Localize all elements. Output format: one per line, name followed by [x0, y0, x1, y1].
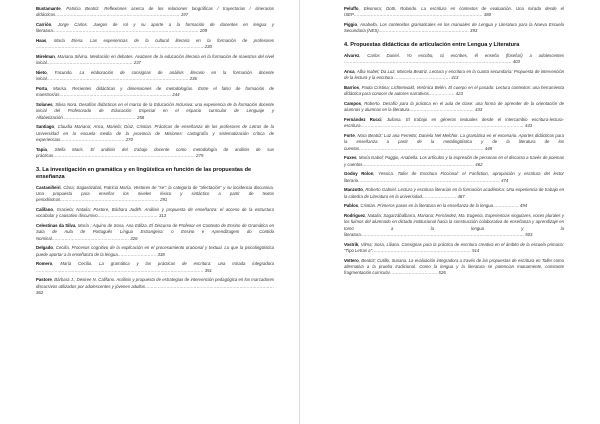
entry-author: Piggio [344, 22, 358, 27]
entry-author: Mirelman [36, 54, 55, 59]
entry-title: , Bárbara J.; Desiree N. Califano. Análisis y propuesta de estrategias de intervención pedagógica en los marcadores discursivos utilizados por adolescentes y jóvenes adultos……………………………………………………………………………… 362 [36, 277, 274, 296]
entry-author: Delgado [36, 245, 53, 251]
entry-title: , Facundo. La elaboración de consignas de análisis literario en la formación docente inicial……………………………………………………………………………………… 236 [36, 70, 274, 82]
entry-author: Fuxes [344, 155, 357, 161]
entry-author: Pastore [36, 277, 52, 283]
entry-author: Alvarez [344, 52, 360, 58]
toc-entry [36, 207, 274, 220]
entry-author: Solanes [36, 102, 53, 107]
entry-title: , Silvia Nora. Desafíos didácticos en el marco de la Educación Inclusiva: una experiencia de la formación docente inicial del Profesorado de Educación Especial en el espacio curricular de Lenguaje y Alfabetización…………………………………………… 258 [36, 102, 274, 120]
toc-entry [36, 223, 274, 242]
toc-entry [36, 6, 274, 19]
entry-title: , Beatriz; Cutillo, Susana. La evaluación integradora a través de las propuestas de escritura en Taller como alternativa a la prueba tradicional. Como la lengua y la literatura se potencian mutuamente, constante fragmentación curricular…………………………… 526 [344, 257, 564, 276]
toc-entry [36, 147, 274, 160]
entry-title: , Paola Cristina; Lichtenwald, Verónica Belén. El cuerpo en el pasado: Lectura contextos: una herramienta didáctica para conocer de autores narrativos……………… 423 [344, 84, 564, 97]
entry-author: Vostrik [344, 241, 359, 247]
entry-title: , Mariana Silvina. Mediación en debates. Avatares de la educación literaria en la formación de maestros del nivel inicial…………………………………………………… 237 [36, 54, 274, 66]
right-column [344, 6, 564, 280]
entry-author: Nieto [36, 70, 47, 75]
entry-author: Godoy Rolon [344, 171, 374, 177]
entry-author: Porta [36, 86, 47, 91]
entry-author: Pablos [344, 203, 359, 209]
entry-title: , Roberto. Desafío para la práctica en el aula de clase: una forma de aprender de la orientación de alumnos y alumnas en la literatura……………………………………… 433 [344, 100, 564, 113]
entry-title: , María Elena. Las experiencias de la cultural literaria en la formación de profesores ……………………………………………………………………………………………………… 230 [36, 38, 274, 50]
entry-title: , Patricia Beatriz. Reflexiones acerca de los relaciones biográficas / trayectorias / itinerarios didácticos…………………………………………………………………………… 197 [36, 6, 274, 18]
entry-author: Romero [36, 261, 53, 267]
right-entries-top [344, 6, 564, 35]
entry-title: , Carlos Daniel. Yo escribo, tú escribes, él enseña (fosefuri) a adolescentes ……………………………………………………………………………………………………… 403 [344, 52, 564, 65]
entry-title: , Graciela; Natalia; Pastore, Bárbara Judith. Análisis y propuesta de enseñanza: el acceso de la estructura vocabular y causativo discursivo…………………………………… 313 [36, 207, 274, 219]
entry-title: , Roberto Gabriel. Lectura y escritura literarias en la formación académica: Una experiencia de trabajo en la cátedra de Literatura en la universidad…………………… 487 [344, 187, 564, 199]
toc-entry [344, 69, 564, 82]
toc-entry [344, 258, 564, 277]
left-entries-bottom [36, 185, 274, 297]
toc-entry [344, 53, 564, 66]
entry-title: , Claudia Mariana; Anca, Mariela; Díaz, Cristian. Prácticas de enseñanza de los profesores de Letras de la Universidad en la escuela media de la provincia de Misiones: cartografía y sistematización crítica de experiencias……………………………………… 270 [36, 124, 274, 143]
toc-entry [36, 124, 274, 143]
toc-entry [344, 101, 564, 114]
toc-entry [344, 22, 564, 35]
entry-title: , María Isabel; Paggio, Anabella. Los artículos y la expresión de personas en el discurso a través de poemas y cuentos…………………………………………………………………… 462 [344, 155, 564, 167]
entry-author: Castaniñeiri [36, 184, 61, 190]
toc-entry [344, 155, 564, 168]
entry-title: , Cristian. Primeros pasos en la literatura en la enseñanza de la lengua……………… 494 [358, 203, 528, 209]
entry-title: , Juliana. El trabajo en géneros textuales desde el intercambio escritura-lectura-escritura…………………………………………………………………………………………………… 443 [344, 116, 564, 129]
entry-author: Forte [344, 132, 355, 138]
toc-entry [36, 38, 274, 51]
entry-author: Tapia [36, 146, 47, 152]
entry-author: Celestinas da Silva [36, 223, 76, 229]
toc-entry [344, 213, 564, 239]
right-page [300, 0, 600, 424]
toc-entry [344, 117, 564, 130]
entry-title: , María Cecilia. La gramática y las prácticas de escritura: una mirada integradora ……………………………………………………………………………………………………… 351 [36, 261, 274, 273]
entry-author: Bustamante [36, 6, 61, 11]
entry-author: Peluffo [344, 6, 359, 11]
left-entries-top [36, 6, 274, 160]
entry-title: , Stella Maris. El análisis del trabajo docente como metodología de análisis de sus prácticas……………………………………………………………………………………… 279 [36, 146, 274, 159]
entry-title: , Alba Isabel; Da Luz, Marcela Beatriz. Lectura y escritura en la cuarta secundaria: Propuesta de intervención de la lectura y la escritura ………………………………… 413 [344, 68, 564, 81]
entry-title: , Yessica. Taller de Escritura Ficcional: el Fanfiction, apropiación y escritura del lector literario……………………………………………………………………………………… 474 [344, 171, 564, 183]
entry-author: Fernández Rucci [344, 116, 382, 122]
toc-entry [36, 185, 274, 204]
toc-entry [344, 133, 564, 152]
entry-author: Carrión [36, 22, 52, 27]
entry-author: Califano [36, 207, 53, 213]
entry-author: Santiago [36, 124, 55, 130]
entry-title: , Vilma; Sosa, Liliana. Consignas para la práctica de escritura creativa en el ámbito de la escuela primaria: "Tipo Letras a"…………………………………………………………… 514 [344, 241, 564, 254]
entry-author: Anca [344, 68, 355, 74]
entry-title: , Natalia; Sagarzábalbarra, Mariana; Fernández, Ma. Eugenia. Experiencias singulares, voces plurales y los fuimos del alumnado en dictado institucional hacia la construcción colaborativa de enseñanza y aprendizaje en torno a la lengua y la literatura…………………………………………………………………………………………………… 503 [344, 212, 564, 238]
entry-title: , Jorge Carlos. Juegos de rol y su aporte a la formación de docentes en lengua y literatura………………………………………………………………………………………… 209 [36, 22, 274, 34]
toc-entry [36, 86, 274, 99]
entry-title: , Eleonora; Dotti, Rolando. La escritura en contextos de evaluación. Una mirada desde el ISEP……………………………………………………………………………… 380 [344, 6, 564, 18]
entry-author: Haas [36, 38, 47, 43]
entry-title: , Clara; Sagastizabal, Patricia María. Vestores de "se": la categoría de "afectación" y su incidencia discursiva. Una propuesta para enseñar los niveles léxico y sintáctico a partir de textos periodísticos…………………………………………………………… 291 [36, 184, 274, 203]
right-entries-bottom [344, 53, 564, 277]
toc-entry [344, 187, 564, 200]
entry-title: , Anabella. Los contenidos gramaticales en los manuales de Lengua y Literatura para la Nueva Escuela Secundaria (NES)……………………………………………………… 393 [344, 22, 564, 34]
toc-entry [36, 54, 274, 67]
toc-entry [344, 85, 564, 98]
toc-entry [344, 203, 564, 209]
toc-entry [36, 22, 274, 35]
toc-entry [36, 245, 274, 258]
toc-entry [344, 171, 564, 184]
entry-title: , Marisa. Recientes didácticas y dimensiones de metodologías. Entre el falso de formación de maestros/as…………………………………………………………………… 244 [36, 86, 274, 98]
toc-entry [344, 6, 564, 19]
toc-entry [344, 242, 564, 255]
entry-author: Barrios [344, 84, 360, 90]
toc-entry [36, 102, 274, 121]
left-column [36, 6, 274, 300]
section-title: 3. La investigación en gramática y en lingüística en función de las propuestas de enseñanza [36, 166, 252, 180]
entry-title: , Cecilia. Procesos cognitivo de la explicación en el procesamiento oracional y textual. Lo que la psicolingüística puede aportar a la enseñanza de la lengua……………………… 338 [36, 245, 274, 257]
entry-author: Vottero [344, 257, 359, 263]
toc-entry [36, 70, 274, 83]
entry-author: Manzotto [344, 187, 363, 193]
entry-title: , María ; Aquino de Sosa, Ana Edilza. El Discurso de Profesor en Contexto de Ensino de Gramática en Sala de Aula de Português Língua Estrangeira: o Ensino e Aprendizagem do Contido Nominal……………………………………………… 326 [36, 223, 274, 241]
entry-author: Rodriguez [344, 212, 366, 218]
toc-entry [36, 261, 274, 274]
section-title: 4. Propuestas didácticas de articulación entre Lengua y Literatura [344, 41, 520, 48]
toc-entry [36, 277, 274, 296]
entry-title: , Nora Beatriz; Luz ana Ferretto; Daniela Nel Melchor. La gramática en el escenario. Aportes didácticos para la enseñanza a partir de la metalingüística y de la literatura de los cuentos…………………………………………………………………………… 448 [344, 132, 564, 151]
entry-author: Campos [344, 100, 361, 106]
